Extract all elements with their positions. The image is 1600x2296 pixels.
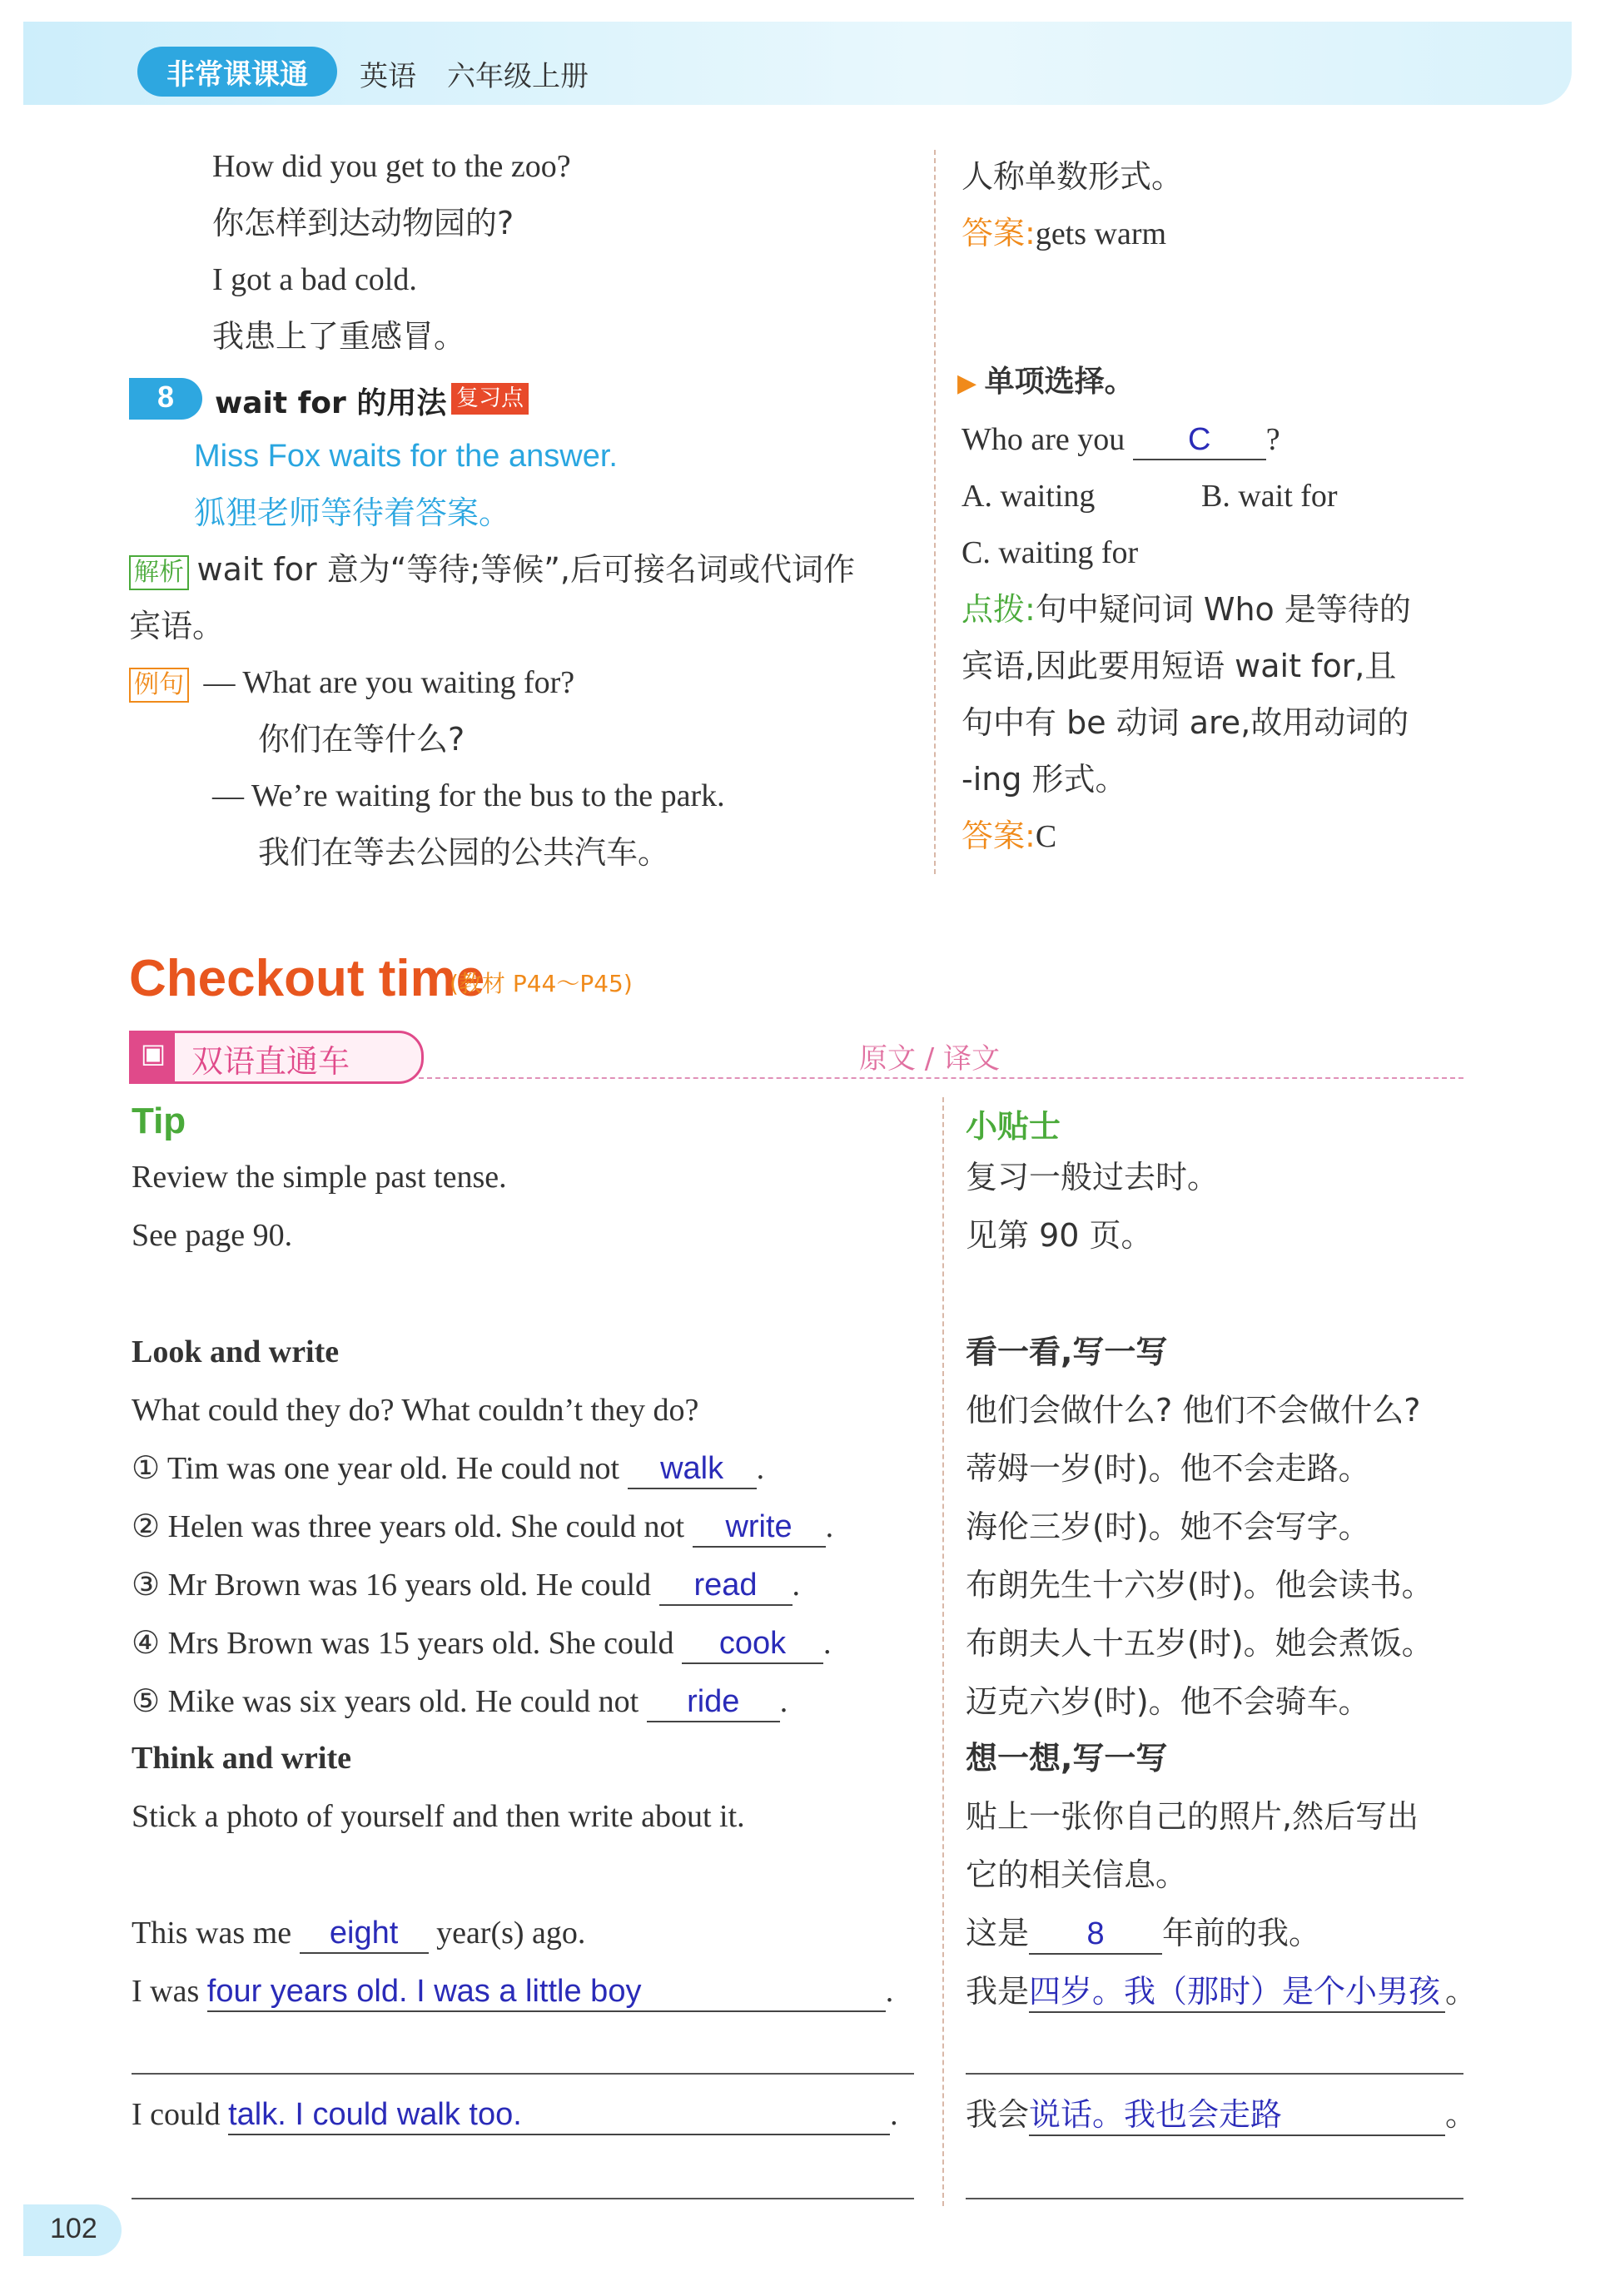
banner-right-label: 原文 / 译文 — [859, 1042, 1001, 1076]
choice-title: 单项选择。 — [984, 365, 1135, 399]
header-grade: 六年级上册 — [447, 60, 589, 93]
look-item-1 — [132, 1450, 764, 1489]
blank-line-1 — [132, 2073, 914, 2075]
tip-title: Tip — [132, 1101, 186, 1141]
page-number: 102 — [50, 2213, 97, 2244]
example-2-cn: 我们在等去公园的公共汽车。 — [258, 834, 670, 871]
think-sentence-2-answer: four years old. I was a little boy — [207, 1974, 886, 2012]
look-item-2-answer: write — [693, 1509, 826, 1548]
section-number: 8 — [157, 380, 175, 414]
look-item-2-cn: 海伦三岁(时)。她不会写字。 — [966, 1508, 1370, 1545]
think-sentence-3 — [132, 2096, 898, 2135]
think-sentence-1 — [132, 1915, 585, 1954]
choice-question-answer: C — [1133, 422, 1266, 460]
analysis-tag: 解析 — [129, 555, 189, 590]
column-divider-bottom — [942, 1097, 944, 2206]
answer-2-value: C — [1035, 819, 1057, 854]
hint-text-1: 句中疑问词 Who 是等待的 — [1035, 591, 1411, 628]
look-item-3-answer: read — [659, 1568, 793, 1606]
column-divider-top — [934, 150, 936, 874]
example-1-en: — What are you waiting for? — [203, 665, 575, 700]
option-b: B. wait for — [1201, 479, 1338, 514]
example-1-cn: 你们在等什么? — [258, 721, 465, 758]
analysis-text-1: wait for 意为“等待;等候”,后可接名词或代词作 — [196, 551, 855, 588]
look-item-1-cn: 蒂姆一岁(时)。他不会走路。 — [966, 1450, 1370, 1487]
think-title: Think and write — [132, 1741, 351, 1776]
tip-line-1-cn: 复习一般过去时。 — [966, 1159, 1220, 1195]
look-item-1-post: . — [756, 1451, 765, 1486]
look-title-cn: 看一看,写一写 — [966, 1334, 1168, 1370]
cold-sentence-cn: 我患上了重感冒。 — [212, 318, 466, 355]
example-row-1 — [129, 664, 574, 703]
answer-label: 答案: — [961, 215, 1036, 251]
hint-line-4: -ing 形式。 — [961, 761, 1127, 798]
look-item-5 — [132, 1683, 788, 1722]
option-c: C. waiting for — [961, 535, 1139, 570]
hint-line-1 — [961, 591, 1411, 630]
blank-line-2-cn — [966, 2198, 1463, 2199]
think-sentence-3-cn-post: 。 — [1445, 2096, 1478, 2133]
look-item-3-cn: 布朗先生十六岁(时)。他会读书。 — [966, 1567, 1434, 1603]
review-tag: 复习点 — [451, 383, 529, 415]
tip-title-cn: 小贴士 — [966, 1108, 1061, 1145]
look-item-4-cn: 布朗夫人十五岁(时)。她会煮饭。 — [966, 1625, 1434, 1662]
look-question: What could they do? What couldn’t they do? — [132, 1393, 699, 1428]
think-question-cn-2: 它的相关信息。 — [966, 1856, 1188, 1893]
zoo-question: How did you get to the zoo? — [212, 149, 571, 184]
look-item-5-text: ⑤ Mike was six years old. He could not — [132, 1684, 639, 1719]
think-sentence-2-cn — [966, 1973, 1477, 2013]
choice-question-post: ? — [1265, 422, 1280, 457]
look-item-3 — [132, 1567, 800, 1606]
look-item-1-answer: walk — [628, 1451, 757, 1489]
checkout-title: Checkout time — [129, 950, 485, 1007]
header-subject: 英语 — [360, 60, 416, 93]
example-cn: 狐狸老师等待着答案。 — [194, 494, 511, 531]
choice-question-pre: Who are you — [961, 422, 1125, 457]
think-title-cn: 想一想,写一写 — [966, 1740, 1168, 1777]
analysis-line-2: 宾语。 — [129, 608, 225, 644]
look-item-3-post: . — [792, 1568, 801, 1603]
bus-icon: ▣ — [140, 1038, 166, 1068]
look-item-4 — [132, 1625, 832, 1664]
think-sentence-1-post: year(s) ago. — [436, 1916, 586, 1951]
think-sentence-3-cn-pre: 我会 — [966, 2096, 1030, 2133]
think-sentence-1-cn-answer: 8 — [1029, 1916, 1162, 1955]
answer-2-label: 答案: — [961, 818, 1036, 854]
look-question-cn: 他们会做什么? 他们不会做什么? — [966, 1392, 1421, 1429]
think-sentence-3-pre: I could — [132, 2097, 221, 2132]
blank-line-1-cn — [966, 2073, 1463, 2075]
think-question: Stick a photo of yourself and then write about it. — [132, 1799, 745, 1834]
look-item-2 — [132, 1508, 833, 1548]
section-title: wait for 的用法 — [215, 386, 447, 420]
answer-1 — [961, 215, 1166, 254]
think-sentence-1-pre: This was me — [132, 1916, 292, 1951]
banner-title: 双语直通车 — [191, 1043, 350, 1080]
hint-label: 点拨: — [961, 591, 1036, 628]
cold-sentence: I got a bad cold. — [212, 262, 417, 297]
look-item-5-cn: 迈克六岁(时)。他不会骑车。 — [966, 1683, 1370, 1720]
think-sentence-3-cn — [966, 2096, 1477, 2136]
look-item-4-answer: cook — [682, 1626, 823, 1664]
think-sentence-2-pre: I was — [132, 1974, 200, 2009]
tip-line-2-cn: 见第 90 页。 — [966, 1217, 1153, 1254]
hint-line-3: 句中有 be 动词 are,故用动词的 — [961, 704, 1409, 741]
think-sentence-1-cn-post: 年前的我。 — [1162, 1915, 1321, 1951]
think-sentence-1-cn — [966, 1915, 1320, 1955]
think-sentence-2-cn-answer: 四岁。我（那时）是个小男孩 — [1029, 1975, 1445, 2013]
banner-dashed-line — [419, 1077, 1463, 1079]
look-item-2-text: ② Helen was three years old. She could not — [132, 1509, 685, 1544]
example-tag: 例句 — [129, 668, 189, 703]
checkout-pages: (教材 P44～P45) — [450, 970, 633, 997]
think-sentence-2-post: . — [885, 1974, 894, 2009]
look-item-2-post: . — [825, 1509, 834, 1544]
person-singular-line: 人称单数形式。 — [961, 158, 1184, 195]
think-sentence-3-post: . — [890, 2097, 898, 2132]
choice-question — [961, 421, 1280, 460]
think-sentence-2-cn-post: 。 — [1445, 1973, 1478, 2010]
think-sentence-1-cn-pre: 这是 — [966, 1915, 1030, 1951]
option-a: A. waiting — [961, 479, 1096, 514]
look-item-5-post: . — [779, 1684, 788, 1719]
look-item-4-post: . — [823, 1626, 832, 1661]
header-brand: 非常课课通 — [166, 58, 308, 92]
think-sentence-3-cn-answer: 说话。我也会走路 — [1029, 2098, 1445, 2136]
look-item-3-text: ③ Mr Brown was 16 years old. He could — [132, 1568, 652, 1603]
look-title: Look and write — [132, 1334, 340, 1369]
example-en: Miss Fox waits for the answer. — [194, 439, 618, 474]
answer-1-value: gets warm — [1035, 216, 1167, 251]
hint-line-2: 宾语,因此要用短语 wait for,且 — [961, 648, 1397, 684]
think-sentence-2 — [132, 1973, 893, 2012]
look-item-4-text: ④ Mrs Brown was 15 years old. She could — [132, 1626, 674, 1661]
think-question-cn-1: 贴上一张你自己的照片,然后写出 — [966, 1798, 1419, 1835]
look-item-5-answer: ride — [647, 1684, 780, 1722]
think-sentence-2-cn-pre: 我是 — [966, 1973, 1030, 2010]
blank-line-2 — [132, 2198, 914, 2199]
choice-section-title — [957, 363, 1135, 401]
think-sentence-1-answer: eight — [300, 1916, 429, 1954]
zoo-question-cn: 你怎样到达动物园的? — [212, 205, 514, 241]
analysis-line-1 — [129, 551, 855, 590]
tip-line-1: Review the simple past tense. — [132, 1160, 507, 1195]
triangle-icon: ▶ — [957, 370, 977, 397]
answer-2 — [961, 818, 1056, 857]
think-sentence-3-answer: talk. I could walk too. — [228, 2097, 890, 2135]
look-item-1-text: ① Tim was one year old. He could not — [132, 1451, 620, 1486]
example-2-en: — We’re waiting for the bus to the park. — [212, 778, 725, 813]
tip-line-2: See page 90. — [132, 1218, 293, 1253]
